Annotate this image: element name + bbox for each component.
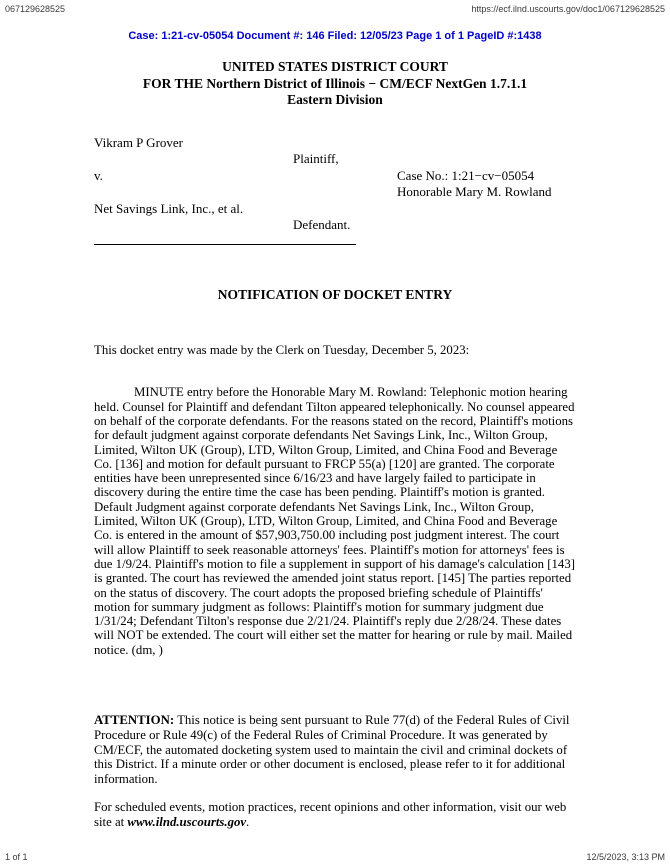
ecf-case-stamp: Case: 1:21-cv-05054 Document #: 146 Filed: 12/05/23 Page 1 of 1 PageID #:1438 bbox=[128, 30, 542, 42]
minute-entry-text: MINUTE entry before the Honorable Mary M. Rowland: Telephonic motion hearing held. Counsel for Plaintiff and defendant Tilton appeared telephonically. No counsel appeared on behalf of the corporate defendants. For the reasons stated on the record, Plaintiff's motions for default judgment against corporate defendants Net Savings Link, Inc., Wilton Group, Limited, Wilton UK (Group), LTD, Wilton Group, Limited, and China Food and Beverage Co. [136] and motion for default pursuant to FRCP 55(a) [120] are granted. The corporate entities have been unrepresented since 6/16/23 and have largely failed to participate in discovery during the entire time the case has been pending. Plaintiff's motion is granted. Default Judgment against corporate defendants Net Savings Link, Inc., Wilton Group, Limited, Wilton UK (Group), LTD, Wilton Group, Limited, and China Food and Beverage Co. is entered in the amount of $57,903,750.00 including post judgment interest. The court will allow Plaintiff to seek reasonable attorneys' fees. Plaintiff's motion for attorneys' fees is due 1/9/24. Plaintiff's motion to file a supplement in support of his damage's calculation [143] is granted. The court has reviewed the amended joint status report. [145] The parties reported on the status of discovery. The court adopts the proposed briefing schedule of Plaintiffs' motion for summary judgment as follows: Plaintiff's motion for summary judgment due 1/31/24; Defendant Tilton's response due 2/21/24. Plaintiff's reply due 2/28/24. These dates will NOT be extended. The court will either set the matter for hearing or rule by mail. Mailed notice. (dm, ) bbox=[94, 385, 575, 657]
print-header bbox=[5, 4, 665, 14]
notification-title: NOTIFICATION OF DOCKET ENTRY bbox=[217, 287, 453, 303]
court-header bbox=[94, 59, 576, 109]
print-footer bbox=[5, 852, 665, 862]
print-header-url: https://ecf.ilnd.uscourts.gov/doc1/067129628525 bbox=[471, 4, 665, 14]
court-district: FOR THE Northern District of Illinois − CM/ECF NextGen 1.7.1.1 bbox=[142, 75, 528, 91]
plaintiff-name: Vikram P Grover bbox=[94, 134, 183, 150]
website-note-suffix: . bbox=[246, 814, 250, 829]
case-number: Case No.: 1:21−cv−05054 bbox=[397, 167, 535, 183]
print-footer-timestamp: 12/5/2023, 3:13 PM bbox=[586, 852, 665, 862]
print-header-doc-id: 067129628525 bbox=[5, 4, 66, 14]
attention-body: This notice is being sent pursuant to Rule 77(d) of the Federal Rules of Civil Procedure or Rule 49(c) of the Federal Rules of Criminal Procedure. It was generated by CM/ECF, the automated docketing system used to maintain the civil and criminal dockets of this District. If a minute order or other document is enclosed, please refer to it for additional information. bbox=[94, 713, 570, 787]
attention-notice bbox=[94, 713, 576, 787]
case-caption bbox=[94, 135, 576, 246]
website-note bbox=[94, 800, 576, 830]
defendant-label: Defendant. bbox=[293, 217, 351, 233]
judge-name: Honorable Mary M. Rowland bbox=[397, 184, 552, 200]
versus-label: v. bbox=[94, 167, 103, 183]
caption-underline bbox=[94, 243, 356, 245]
court-website-url: www.ilnd.uscourts.gov bbox=[127, 814, 247, 829]
caption-right-column bbox=[397, 168, 552, 201]
defendant-name: Net Savings Link, Inc., et al. bbox=[94, 200, 244, 216]
website-note-prefix: For scheduled events, motion practices, recent opinions and other information, visit our web site at bbox=[94, 799, 567, 829]
plaintiff-label: Plaintiff, bbox=[293, 151, 339, 167]
docket-entry-intro: This docket entry was made by the Clerk on Tuesday, December 5, 2023: bbox=[94, 343, 470, 358]
court-name: UNITED STATES DISTRICT COURT bbox=[222, 59, 448, 74]
print-footer-page-count: 1 of 1 bbox=[5, 852, 28, 862]
court-division: Eastern Division bbox=[287, 92, 383, 107]
attention-label: ATTENTION: bbox=[94, 713, 175, 727]
